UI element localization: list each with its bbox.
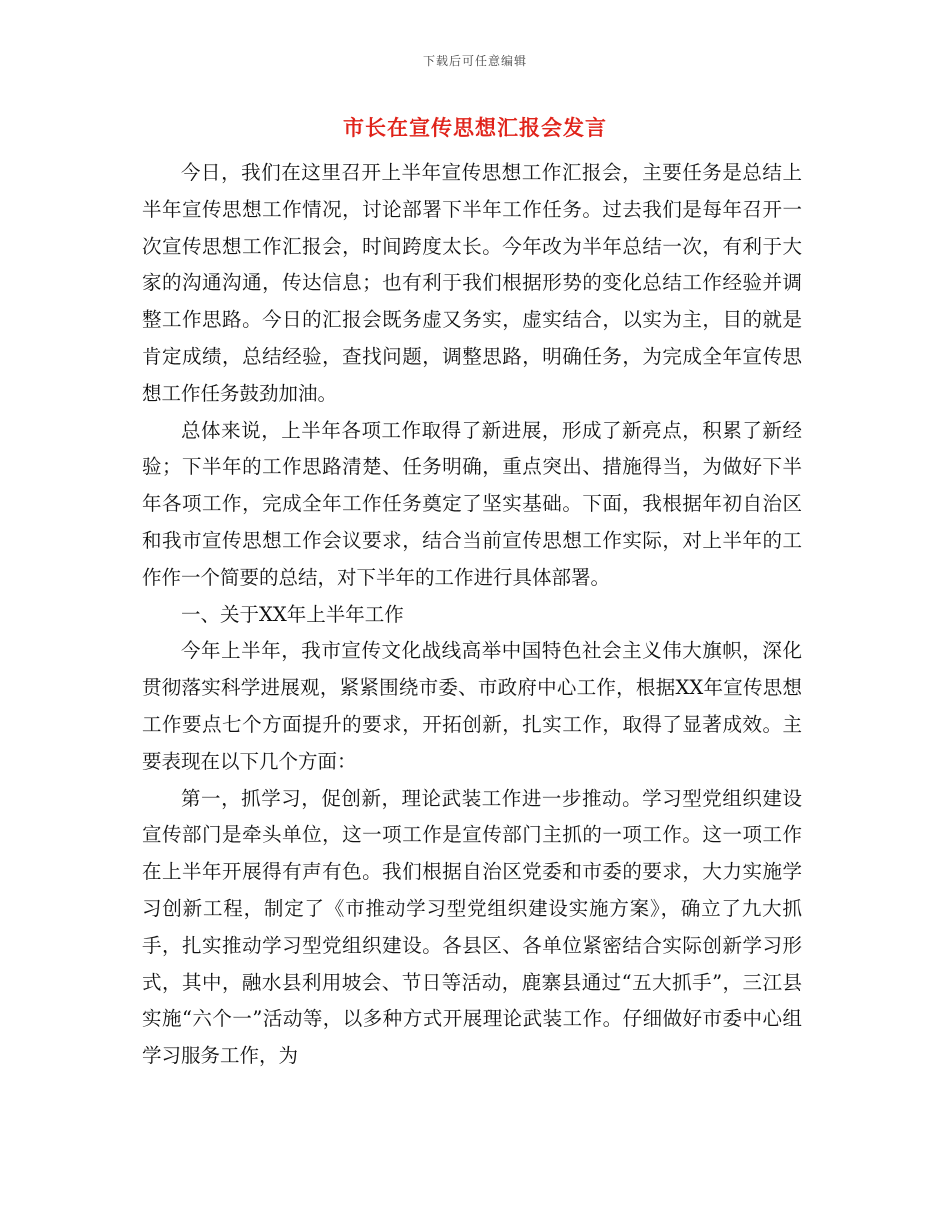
paragraph-3: 今年上半年，我市宣传文化战线高举中国特色社会主义伟大旗帜，深化贯彻落实科学进展观，紧紧围绕市委、市政府中心工作，根据XX年宣传思想工作要点七个方面提升的要求，开拓创新，扎实工作，取得了显著成效。主要表现在以下几个方面： xyxy=(142,639,802,773)
paragraph-1: 今日，我们在这里召开上半年宣传思想工作汇报会，主要任务是总结上半年宣传思想工作情况，讨论部署下半年工作任务。过去我们是每年召开一次宣传思想工作汇报会，时间跨度太长。今年改为半年总结一次，有利于大家的沟通沟通，传达信息；也有利于我们根据形势的变化总结工作经验并调整工作思路。今日的汇报会既务虚又务实，虚实结合，以实为主，目的就是肯定成绩，总结经验，查找问题，调整思路，明确任务，为完成全年宣传思想工作任务鼓劲加油。 xyxy=(142,161,802,405)
section-heading-1: 一、关于XX年上半年工作 xyxy=(181,602,404,626)
document-body xyxy=(142,155,802,1075)
paragraph-2: 总体来说，上半年各项工作取得了新进展，形成了新亮点，积累了新经验；下半年的工作思路清楚、任务明确，重点突出、措施得当，为做好下半年各项工作，完成全年工作任务奠定了坚实基础。下面，我根据年初自治区和我市宣传思想工作会议要求，结合当前宣传思想工作实际，对上半年的工作作一个简要的总结，对下半年的工作进行具体部署。 xyxy=(142,418,802,589)
paragraph-4: 第一，抓学习，促创新，理论武装工作进一步推动。学习型党组织建设宣传部门是牵头单位，这一项工作是宣传部门主抓的一项工作。这一项工作在上半年开展得有声有色。我们根据自治区党委和市委的要求，大力实施学习创新工程，制定了《市推动学习型党组织建设实施方案》，确立了九大抓手，扎实推动学习型党组织建设。各县区、各单位紧密结合实际创新学习形式，其中，融水县利用坡会、节日等活动，鹿寨县通过“五大抓手”，三江县实施“六个一”活动等，以多种方式开展理论武装工作。仔细做好市委中心组学习服务工作，为 xyxy=(142,786,802,1068)
document-title: 市长在宣传思想汇报会发言 xyxy=(343,116,607,140)
header-note: 下载后可任意编辑 xyxy=(422,54,527,68)
